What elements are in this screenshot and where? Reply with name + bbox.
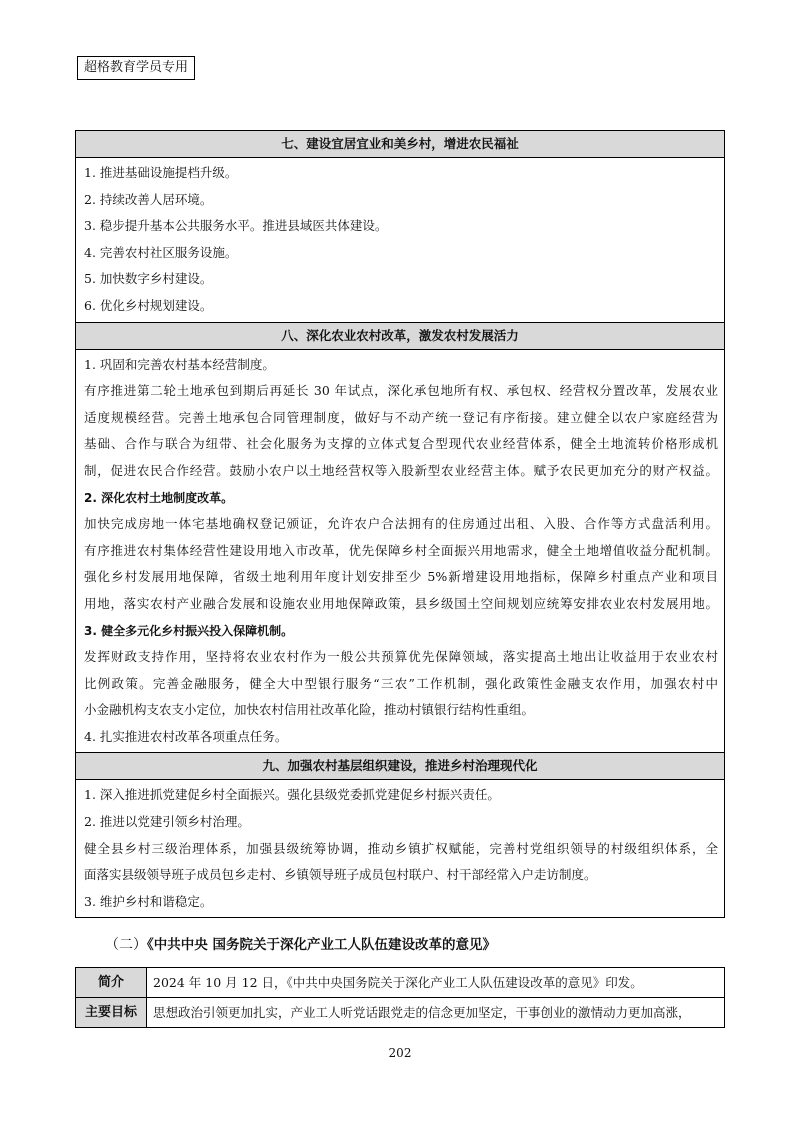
policy-table (75, 130, 725, 918)
section-header-9: 九、加强农村基层组织建设，推进乡村治理现代化 (76, 753, 724, 780)
list-item: 1. 深入推进抓党建促乡村全面振兴。强化县级党委抓党建促乡村振兴责任。 (84, 787, 500, 803)
info-table (75, 967, 725, 1028)
row-label: 主要目标 (76, 998, 147, 1027)
list-item: 3. 维护乡村和谐稳定。 (84, 893, 213, 909)
paragraph-line: 有序推进第二轮土地承包到期后再延长 30 年试点，深化承包地所有权、承包权、经营权分置改革，发展农业 (84, 383, 718, 399)
section-body-7 (76, 158, 724, 323)
section-header-8: 八、深化农业农村改革，激发农村发展活力 (76, 323, 724, 350)
list-item: 1. 推进基础设施提档升级。 (84, 165, 238, 180)
paragraph-line: 用地，落实农村产业融合发展和设施农业用地保障政策，县乡级国土空间规划应统筹安排农业农村发展用地。 (84, 595, 718, 611)
subsection-prefix: （二） (105, 937, 147, 953)
paragraph-line: 有序推进农村集体经营性建设用地入市改革，优先保障乡村全面振兴用地需求，健全土地增值收益分配机制。 (84, 542, 718, 558)
row-label: 简介 (76, 968, 147, 997)
section-header-7: 七、建设宜居宜业和美乡村，增进农民福祉 (76, 131, 724, 158)
subsection-heading (105, 933, 496, 957)
row-value: 思想政治引领更加扎实，产业工人听党话跟党走的信念更加坚定，干事创业的激情动力更加高涨， (153, 1005, 691, 1020)
list-item: 4. 完善农村社区服务设施。 (84, 244, 238, 260)
list-item: 1. 巩固和完善农村基本经营制度。 (84, 356, 275, 372)
paragraph-line: 制，促进农民合作经营。鼓励小农户以土地经营权等入股新型农业经营主体。赋予农民更加充分的财产权益。 (84, 462, 718, 478)
list-item-heading: 2. 深化农村土地制度改革。 (84, 490, 234, 505)
paragraph-line: 基础、合作与联合为纽带、社会化服务为支撑的立体式复合型现代农业经营体系，健全土地流转价格形成机 (84, 436, 718, 452)
row-value: 2024 年 10 月 12 日，《中共中央国务院关于深化产业工人队伍建设改革的意见》印发。 (153, 975, 643, 990)
paragraph-line: 健全县乡村三级治理体系，加强县级统筹协调，推动乡镇扩权赋能，完善村党组织领导的村级组织体系，全 (84, 840, 718, 856)
paragraph-line: 适度规模经营。完善土地承包合同管理制度，做好与不动产统一登记有序衔接。建立健全以农户家庭经营为 (84, 409, 718, 425)
list-item: 5. 加快数字乡村建设。 (84, 271, 213, 287)
list-item: 6. 优化乡村规划建设。 (84, 297, 213, 313)
subsection-title: 《中共中央 国务院关于深化产业工人队伍建设改革的意见》 (147, 937, 496, 953)
table-row (76, 998, 724, 1027)
list-item: 4. 扎实推进农村改革各项重点任务。 (84, 728, 288, 744)
list-item: 2. 持续改善人居环境。 (84, 191, 213, 207)
section-body-9 (76, 780, 724, 917)
paragraph-line: 发挥财政支持作用，坚持将农业农村作为一般公共预算优先保障领域，落实提高土地出让收益用于农业农村 (84, 649, 718, 665)
page-number: 202 (388, 1046, 412, 1060)
paragraph-line: 加快完成房地一体宅基地确权登记颁证，允许农户合法拥有的住房通过出租、入股、合作等方式盘活利用。 (84, 516, 718, 532)
list-item: 2. 推进以党建引领乡村治理。 (84, 814, 250, 830)
list-item: 3. 稳步提升基本公共服务水平。推进县域医共体建设。 (84, 218, 388, 234)
paragraph-line: 强化乡村发展用地保障，省级土地利用年度计划安排至少 5%新增建设用地指标，保障乡村重点产业和项目 (84, 569, 718, 585)
section-body-8 (76, 350, 724, 754)
paragraph-line: 面落实县级领导班子成员包乡走村、乡镇领导班子成员包村联户、村干部经常入户走访制度。 (84, 867, 597, 883)
paragraph-line: 比例政策。完善金融服务，健全大中型银行服务“三农”工作机制，强化政策性金融支农作用，加强农村中 (84, 675, 718, 691)
table-row (76, 968, 724, 998)
watermark-stamp: 超格教育学员专用 (77, 56, 195, 80)
paragraph-line: 小金融机构支农支小定位，加快农村信用社改革化险，推动村镇银行结构性重组。 (84, 702, 535, 718)
list-item-heading: 3. 健全多元化乡村振兴投入保障机制。 (84, 623, 294, 638)
